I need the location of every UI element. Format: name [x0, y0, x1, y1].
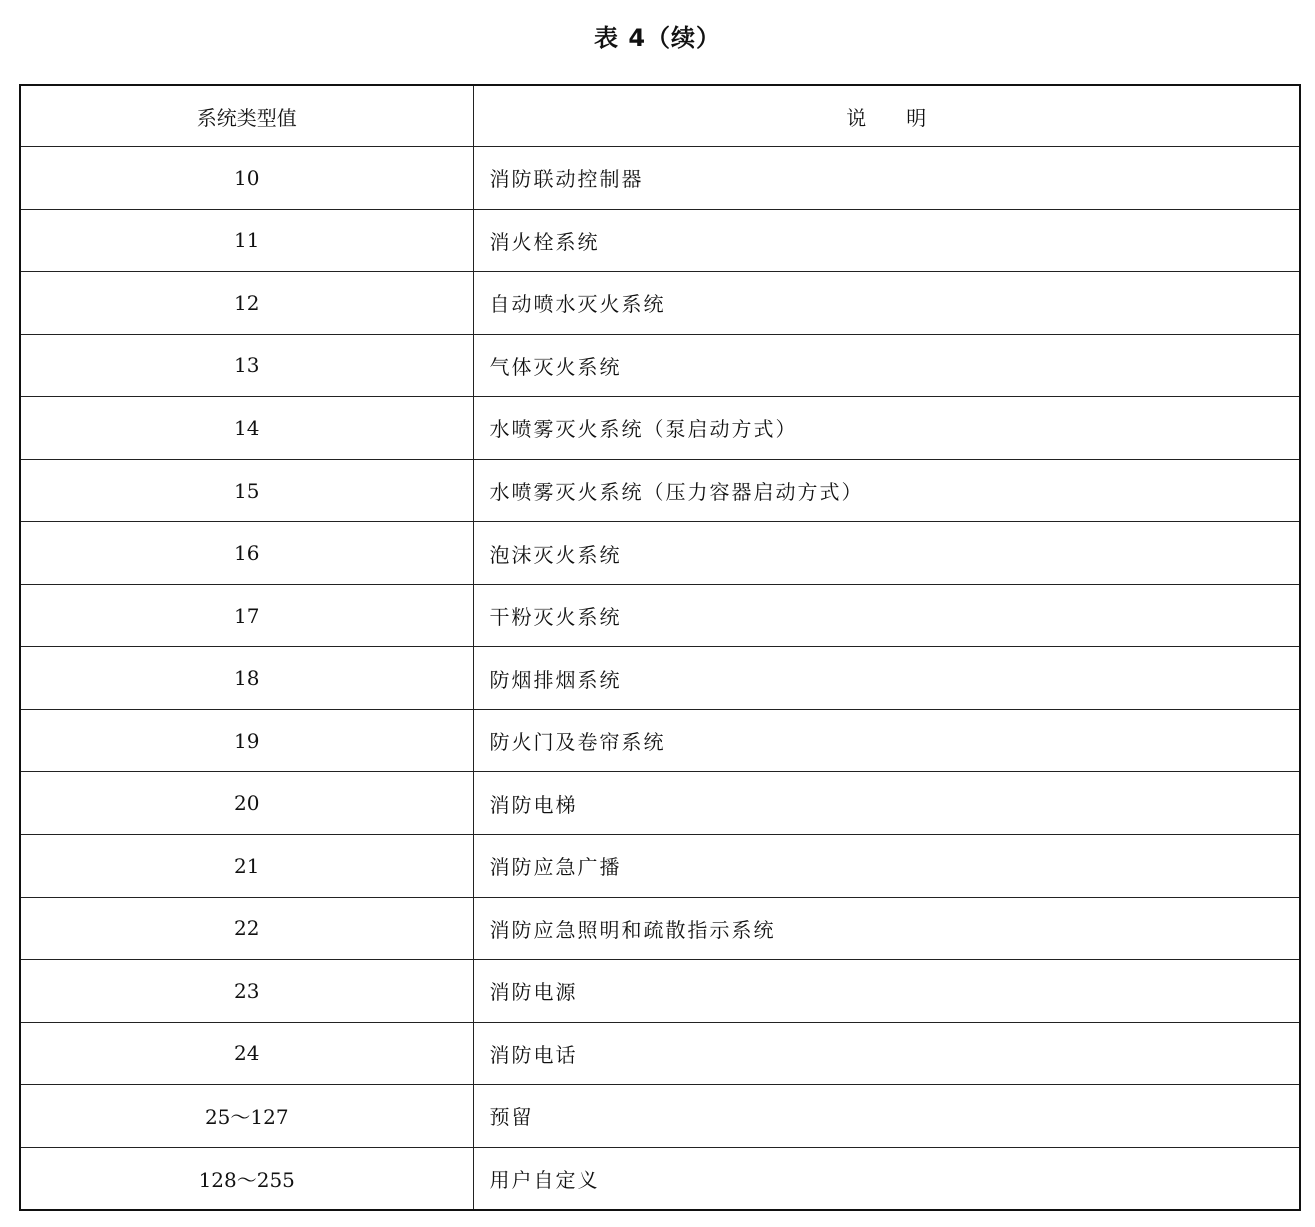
system-type-value-cell: 24: [21, 1022, 473, 1085]
description-cell: 消防电源: [473, 960, 1299, 1023]
system-type-value-cell: 13: [21, 334, 473, 397]
system-type-value-cell: 15: [21, 459, 473, 522]
page-title: 表 4（续）: [593, 24, 722, 52]
table-row: [21, 960, 1299, 1023]
header-row: [21, 86, 1299, 147]
description-cell: 消防电梯: [473, 772, 1299, 835]
system-type-value-cell: 25～127: [21, 1085, 473, 1148]
system-type-value-cell: 12: [21, 272, 473, 335]
table-row: [21, 647, 1299, 710]
table-body: [21, 147, 1299, 1210]
table-row: [21, 334, 1299, 397]
system-type-value-cell: 16: [21, 522, 473, 585]
system-type-value-cell: 22: [21, 897, 473, 960]
system-type-value-cell: 17: [21, 584, 473, 647]
table-row: [21, 209, 1299, 272]
table-row: [21, 1085, 1299, 1148]
system-type-value-cell: 10: [21, 147, 473, 210]
table: [21, 86, 1299, 1209]
system-type-value-cell: 11: [21, 209, 473, 272]
table-row: [21, 147, 1299, 210]
system-type-value-cell: 128～255: [21, 1147, 473, 1209]
table-row: [21, 835, 1299, 898]
table-row: [21, 1022, 1299, 1085]
description-cell: 消防应急广播: [473, 835, 1299, 898]
system-type-value-cell: 21: [21, 835, 473, 898]
description-cell: 泡沫灭火系统: [473, 522, 1299, 585]
description-cell: 自动喷水灭火系统: [473, 272, 1299, 335]
table-row: [21, 897, 1299, 960]
description-cell: 消防应急照明和疏散指示系统: [473, 897, 1299, 960]
description-cell: 气体灭火系统: [473, 334, 1299, 397]
system-type-value-cell: 20: [21, 772, 473, 835]
description-cell: 消火栓系统: [473, 209, 1299, 272]
description-cell: 预留: [473, 1085, 1299, 1148]
description-cell: 消防电话: [473, 1022, 1299, 1085]
system-type-table: [19, 84, 1301, 1211]
description-cell: 水喷雾灭火系统（压力容器启动方式）: [473, 459, 1299, 522]
system-type-value-cell: 23: [21, 960, 473, 1023]
table-row: [21, 522, 1299, 585]
table-row: [21, 772, 1299, 835]
system-type-value-cell: 19: [21, 709, 473, 772]
table-row: [21, 709, 1299, 772]
header-system-type-value: 系统类型值: [21, 86, 473, 147]
description-cell: 防火门及卷帘系统: [473, 709, 1299, 772]
table-row: [21, 272, 1299, 335]
table-row: [21, 1147, 1299, 1209]
system-type-value-cell: 18: [21, 647, 473, 710]
header-description: 说明: [473, 86, 1299, 147]
table-row: [21, 459, 1299, 522]
table-row: [21, 397, 1299, 460]
description-cell: 干粉灭火系统: [473, 584, 1299, 647]
system-type-value-cell: 14: [21, 397, 473, 460]
table-row: [21, 584, 1299, 647]
description-cell: 水喷雾灭火系统（泵启动方式）: [473, 397, 1299, 460]
description-cell: 用户自定义: [489, 1167, 600, 1192]
description-cell: 防烟排烟系统: [473, 647, 1299, 710]
description-cell: 消防联动控制器: [473, 147, 1299, 210]
